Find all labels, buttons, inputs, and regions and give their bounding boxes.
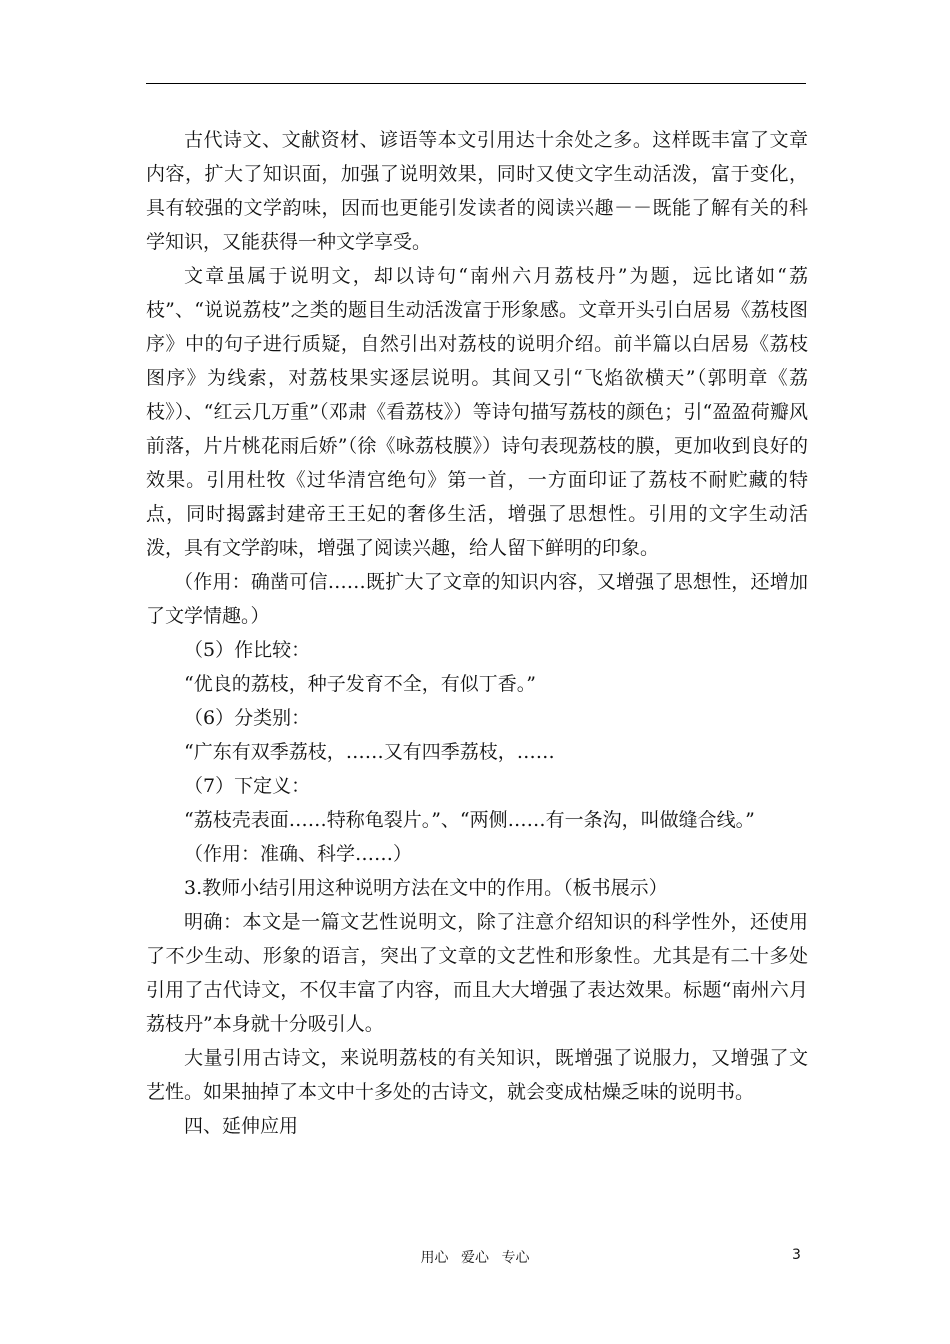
item-definition-quote: “荔枝壳表面……特称龟裂片。”、“两侧……有一条沟，叫做缝合线。” xyxy=(184,809,755,831)
document-body xyxy=(146,123,808,1143)
paragraph-conclusion: 大量引用古诗文，来说明荔枝的有关知识，既增强了说服力，又增强了文艺性。如果抽掉了本文中十多处的古诗文，就会变成枯燥乏味的说明书。 xyxy=(146,1047,808,1103)
item-definition-heading: （7）下定义： xyxy=(184,775,311,797)
item-comparison-quote: “优良的荔枝，种子发育不全，有似丁香。” xyxy=(184,673,536,695)
section-heading-extension: 四、延伸应用 xyxy=(184,1115,299,1137)
page-number: 3 xyxy=(792,1247,801,1263)
item-classification-quote: “广东有双季荔枝，……又有四季荔枝，…… xyxy=(184,741,555,763)
teacher-summary-heading: 3.教师小结引用这种说明方法在文中的作用。（板书展示） xyxy=(184,877,668,899)
paragraph-quotation-summary: 古代诗文、文献资材、谚语等本文引用达十余处之多。这样既丰富了文章内容，扩大了知识面，加强了说明效果，同时又使文字生动活泼，富于变化，具有较强的文学韵味，因而也更能引发读者的阅读兴趣－－既能了解有关的科学知识，又能获得一种文学享受。 xyxy=(146,129,808,253)
item-comparison-heading: （5）作比较： xyxy=(184,639,311,661)
item-definition-effect: （作用：准确、科学……） xyxy=(184,843,413,865)
header-rule xyxy=(146,83,806,84)
footer-slogan: 用心 爱心 专心 xyxy=(420,1250,530,1266)
paragraph-clarification: 明确：本文是一篇文艺性说明文，除了注意介绍知识的科学性外，还使用了不少生动、形象的语言，突出了文章的文艺性和形象性。尤其是有二十多处引用了古代诗文，不仅丰富了内容，而且大大增强了表达效果。标题“南州六月荔枝丹”本身就十分吸引人。 xyxy=(146,911,808,1035)
paragraph-title-analysis: 文章虽属于说明文，却以诗句“南州六月荔枝丹”为题，远比诸如“荔枝”、“说说荔枝”之类的题目生动活泼富于形象感。文章开头引白居易《荔枝图序》中的句子进行质疑，自然引出对荔枝的说明介绍。前半篇以白居易《荔枝图序》为线索，对荔枝果实逐层说明。其间又引“飞焰欲横天”（郭明章《荔枝》）、“红云几万重”（邓肃《看荔枝》）等诗句描写荔枝的颜色；引“盈盈荷瓣风前落，片片桃花雨后娇”（徐《咏荔枝膜》）诗句表现荔枝的膜，更加收到良好的效果。引用杜牧《过华清宫绝句》第一首，一方面印证了荔枝不耐贮藏的特点，同时揭露封建帝王王妃的奢侈生活，增强了思想性。引用的文字生动活泼，具有文学韵味，增强了阅读兴趣，给人留下鲜明的印象。 xyxy=(146,265,808,559)
item-classification-heading: （6）分类别： xyxy=(184,707,311,729)
paragraph-effect-note: （作用：确凿可信……既扩大了文章的知识内容，又增强了思想性，还增加了文学情趣。） xyxy=(146,571,808,627)
